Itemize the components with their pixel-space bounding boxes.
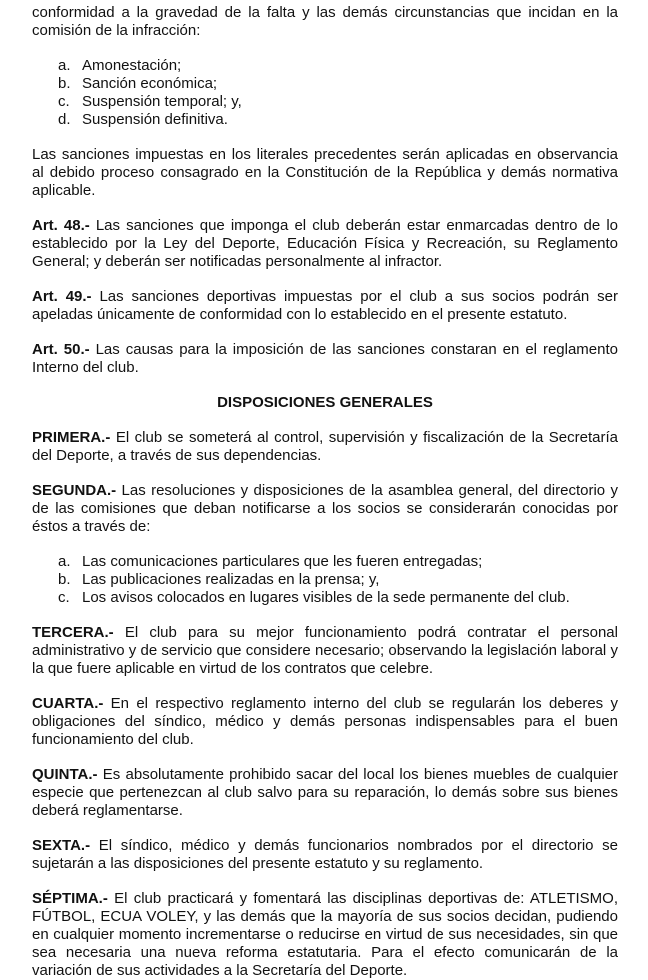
disposition-label: SEXTA.- (32, 837, 91, 854)
list-marker: a. (58, 553, 71, 570)
article-label: Art. 49.- (32, 288, 92, 305)
disposition-text: El síndico, médico y demás funcionarios nombrados por el directorio se sujetarán a las disposiciones del presente estatuto y su reglamento. (32, 837, 618, 872)
disposition-text: Es absolutamente prohibido sacar del local los bienes muebles de cualquier especie que pertenezcan al club salvo para su reparación, lo demás sobre sus bienes deberá reglamentarse. (32, 766, 618, 819)
list-text: Sanción económica; (82, 75, 218, 92)
disposition-primera (32, 429, 618, 465)
list-text: Suspensión temporal; y, (82, 93, 242, 110)
disposition-text: En el respectivo reglamento interno del club se regularán los deberes y obligaciones del síndico, médico y demás personas indispensables para el buen funcionamiento del club. (32, 695, 618, 748)
disposition-tercera (32, 624, 618, 678)
sanctions-list (32, 57, 618, 129)
disposition-text: El club se someterá al control, supervisión y fiscalización de la Secretaría del Deporte, a través de sus dependencias. (32, 429, 618, 464)
disposition-label: SÉPTIMA.- (32, 890, 108, 907)
list-item (32, 553, 618, 571)
list-marker: b. (58, 571, 71, 588)
list-item (32, 57, 618, 75)
list-item (32, 571, 618, 589)
article-label: Art. 48.- (32, 217, 90, 234)
article-text: Las sanciones que imponga el club deberán estar enmarcadas dentro de lo establecido por la Ley del Deporte, Educación Física y Recreación, su Reglamento General; y deberán ser notificadas personalmente al infractor. (32, 217, 618, 270)
list-text: Amonestación; (82, 57, 182, 74)
list-marker: c. (58, 93, 70, 110)
article-49 (32, 288, 618, 324)
notification-means-list (32, 553, 618, 607)
list-text: Suspensión definitiva. (82, 111, 228, 128)
list-marker: c. (58, 589, 70, 606)
disposition-cuarta (32, 695, 618, 749)
list-item (32, 93, 618, 111)
section-heading: DISPOSICIONES GENERALES (217, 394, 433, 411)
disposition-text: El club para su mejor funcionamiento podrá contratar el personal administrativo y de servicio que considere necesario; observando la legislación laboral y la que fuere aplicable en virtud de los contratos que celebre. (32, 624, 618, 677)
disposition-text: El club practicará y fomentará las disciplinas deportivas de: ATLETISMO, FÚTBOL, ECUA VOLEY, y las demás que la mayoría de sus socios decidan, pudiendo en cualquier momento incrementarse o reducirse en virtud de sus necesidades, sin que sea necesaria una nueva reforma estatutaria. Para el efecto comunicarán de la variación de sus actividades a la Secretaría del Deporte. (32, 890, 618, 979)
list-marker: d. (58, 111, 71, 128)
document-page (32, 4, 618, 980)
list-item (32, 75, 618, 93)
list-text: Las publicaciones realizadas en la prensa; y, (82, 571, 380, 588)
article-text: Las sanciones deportivas impuestas por el club a sus socios podrán ser apeladas únicamente de conformidad con lo establecido en el presente estatuto. (32, 288, 618, 323)
disposition-label: SEGUNDA.- (32, 482, 117, 499)
disposition-text: Las resoluciones y disposiciones de la asamblea general, del directorio y de las comisiones que deban notificarse a los socios se considerarán conocidas por éstos a través de: (32, 482, 618, 535)
article-48 (32, 217, 618, 271)
disposition-septima (32, 890, 618, 980)
article-label: Art. 50.- (32, 341, 90, 358)
disposition-segunda (32, 482, 618, 536)
list-item (32, 111, 618, 129)
list-text: Los avisos colocados en lugares visibles de la sede permanente del club. (82, 589, 570, 606)
list-item (32, 589, 618, 607)
sanctions-note-paragraph: Las sanciones impuestas en los literales precedentes serán aplicadas en observancia al debido proceso consagrado en la Constitución de la República y demás normativa aplicable. (32, 146, 618, 199)
article-50 (32, 341, 618, 377)
article-text: Las causas para la imposición de las sanciones constaran en el reglamento Interno del club. (32, 341, 618, 376)
disposition-sexta (32, 837, 618, 873)
list-text: Las comunicaciones particulares que les fueren entregadas; (82, 553, 483, 570)
list-marker: b. (58, 75, 71, 92)
disposition-quinta (32, 766, 618, 820)
disposition-label: QUINTA.- (32, 766, 98, 783)
disposition-label: CUARTA.- (32, 695, 104, 712)
disposition-label: TERCERA.- (32, 624, 114, 641)
disposition-label: PRIMERA.- (32, 429, 111, 446)
list-marker: a. (58, 57, 71, 74)
intro-paragraph: conformidad a la gravedad de la falta y las demás circunstancias que incidan en la comisión de la infracción: (32, 4, 618, 39)
